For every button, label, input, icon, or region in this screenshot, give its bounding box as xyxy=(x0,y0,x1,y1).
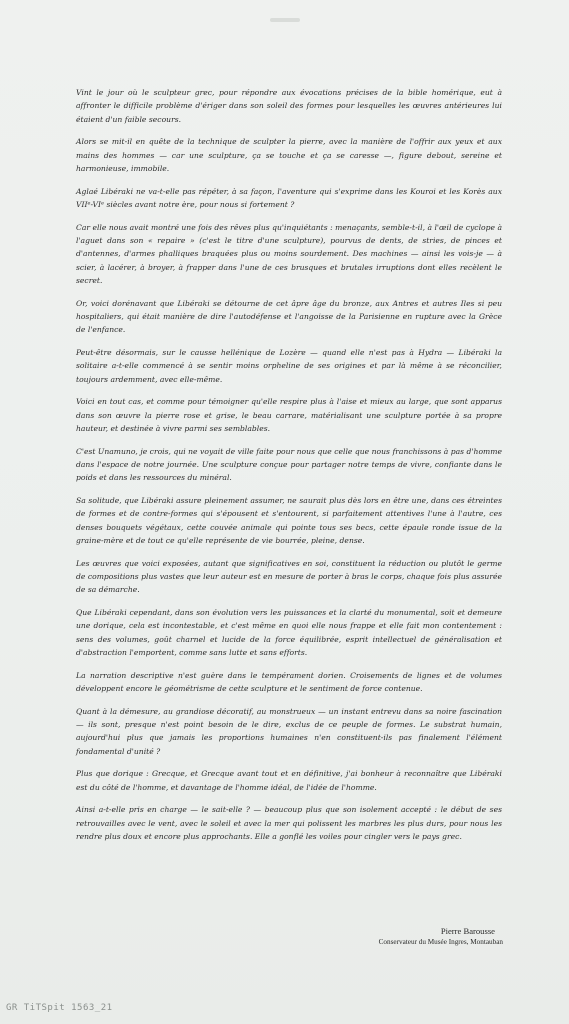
paragraph-13: Quant à la démesure, au grandiose décoratif, au monstrueux — un instant entrevu dans sa noire fascination — ils sont, presque n'est point besoin de le dire, exclus de ce peuple de formes. Le substrat humain, aujourd'hui plus que jamais les proportions humaines n'en constituent-ils pas finalement l'élément fondamental d'unité ? xyxy=(76,706,502,756)
signature-block xyxy=(379,925,503,948)
paragraph-10: Les œuvres que voici exposées, autant que significatives en soi, constituent la réduction ou plutôt le germe de compositions plus vastes que leur auteur est en mesure de porter à bras le corps, chaque fois plus assurée de sa démarche. xyxy=(76,558,502,595)
paragraph-2: Alors se mit-il en quête de la technique de sculpter la pierre, avec la manière de l'offrir aux yeux et aux mains des hommes — car une sculpture, ça se touche et ça se caresse —, figure debout, sereine et harmonieuse, immobile. xyxy=(76,137,502,174)
paragraph-15: Ainsi a-t-elle pris en charge — le sait-elle ? — beaucoup plus que son isolement accepté : le début de ses retrouvailles avec le vent, avec le soleil et avec la mer qui polissent les marbres les plus durs, pour nous les rendre plus doux et encore plus approchants. Elle a gonflé les voiles pour cingler vers le pays grec. xyxy=(76,805,502,841)
paragraph-7: Voici en tout cas, et comme pour témoigner qu'elle respire plus à l'aise et mieux au large, que sont apparus dans son œuvre la pierre rose et grise, le beau carrare, matérialisant une sculpture portée à sa propre hauteur, et destinée à vivre parmi ses semblables. xyxy=(76,397,502,434)
paragraph-5: Or, voici dorénavant que Libéraki se détourne de cet âpre âge du bronze, aux Antres et autres Iles si peu hospitaliers, qui était manière de dire l'autodéfense et l'angoisse de la Parisienne en rupture avec la Grèce de l'enfance. xyxy=(76,298,502,335)
archive-annotation: GR TiTSpit 1563_21 xyxy=(6,1003,113,1013)
paragraph-14: Plus que dorique : Grecque, et Grecque avant tout et en définitive, j'ai bonheur à reconnaître que Libéraki est du côté de l'homme, et davantage de l'homme idéal, de l'idée de l'homme. xyxy=(76,769,502,792)
paragraph-12: La narration descriptive n'est guère dans le tempérament dorien. Croisements de lignes et de volumes développent encore le géométrisme de cette sculpture et le sentiment de force contenue. xyxy=(76,670,502,694)
paragraph-9: Sa solitude, que Libéraki assure pleinement assumer, ne saurait plus dès lors en être une, dans ces étreintes de formes et de contre-formes qui s'épousent et s'entourent, si parfaitement attentives l'une à l'autre, ces denses bouquets végétaux, cette couvée animale qui pointe tous ses becs, cette épaule ronde issue de la graine-mère et de tout ce qu'elle représente de vie bourrée, pleine, dense. xyxy=(76,495,502,546)
paragraph-3: Aglaé Libéraki ne va-t-elle pas répéter, à sa façon, l'aventure qui s'exprime dans les Kouroi et les Korès aux VIIᵉ-VIᵉ siècles avant notre ère, pour nous si fortement ? xyxy=(76,186,502,210)
paragraph-8: C'est Unamuno, je crois, qui ne voyait de ville faite pour nous que celle que nous franchissons à pas d'homme dans l'espace de notre journée. Une sculpture conçue pour partager notre temps de vivre, confiante dans le poids et dans les ressources du minéral. xyxy=(76,446,502,483)
paragraph-1: Vint le jour où le sculpteur grec, pour répondre aux évocations précises de la bible homérique, eut à affronter le difficile problème d'ériger dans son soleil des formes pour lesquelles les œuvres antérieures lui étaient d'un faible secours. xyxy=(76,88,502,124)
page-edge-mark xyxy=(270,18,300,22)
paragraph-6: Peut-être désormais, sur le causse hellénique de Lozère — quand elle n'est pas à Hydra — Libéraki la solitaire a-t-elle commencé à se sentir moins orpheline de ses origines et par là même à se réconcilier, toujours ardemment, avec elle-même. xyxy=(76,347,502,384)
body-text xyxy=(76,86,502,853)
author-name: Pierre Barousse xyxy=(440,926,495,936)
paragraph-4: Car elle nous avait montré une fois des rêves plus qu'inquiétants : menaçants, semble-t-il, à l'œil de cyclope à l'aguet dans son « repaire » (c'est le titre d'une sculpture), pourvus de dents, de stries, de pinces et d'antennes, d'armes phalliques braquées plus ou moins sourdement. Des machines — ainsi les vois-je — à scier, à lacérer, à broyer, à frapper dans l'une de ces brusques et brutales irruptions dont elles recèlent le secret. xyxy=(76,222,502,286)
paragraph-11: Que Libéraki cependant, dans son évolution vers les puissances et la clarté du monumental, soit et demeure une dorique, cela est incontestable, et c'est même en quoi elle nous frappe et elle fait mon contentement : sens des volumes, goût charnel et lucide de la force équilibrée, esprit intellectuel de généralisation et d'abstraction l'emportent, comme sans lutte et sans efforts. xyxy=(76,607,502,658)
author-title: Conservateur du Musée Ingres, Montauban xyxy=(378,938,503,946)
